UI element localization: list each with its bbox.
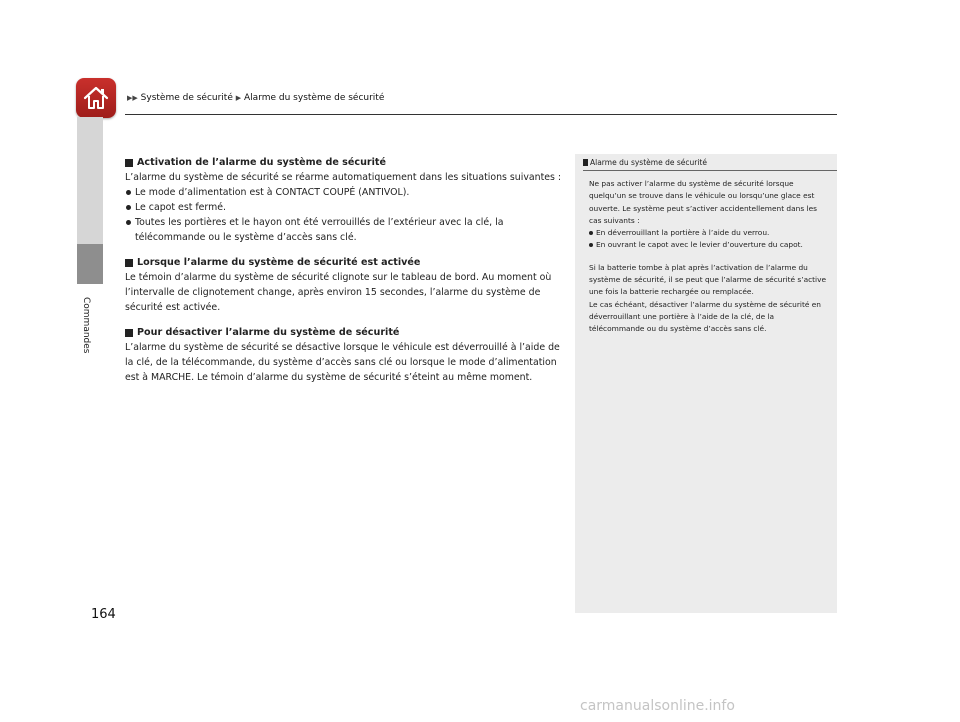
list-item: Le mode d’alimentation est à CONTACT COUPÉ (ANTIVOL). [125,185,565,200]
square-bullet-icon [125,259,133,267]
section-heading-text: Lorsque l’alarme du système de sécurité est activée [137,257,421,268]
note-header [583,158,837,167]
condition-list [125,185,565,245]
note-body [589,178,827,336]
watermark: carmanualsonline.info [580,698,735,714]
note-icon [583,159,588,166]
breadcrumb-current: Alarme du système de sécurité [244,93,385,103]
square-bullet-icon [125,159,133,167]
note-paragraph: Ne pas activer l’alarme du système de sécurité lorsque quelqu’un se trouve dans le véhicule ou lorsqu’une glace est ouverte. Le système peut s’activer accidentellement dans les cas suivants : [589,179,817,225]
list-item: Toutes les portières et le hayon ont été verrouillés de l’extérieur avec la clé, la télécommande ou le système d’accès sans clé. [125,215,565,245]
section-heading [125,155,565,170]
note-sidebar [575,154,837,613]
square-bullet-icon [125,329,133,337]
main-content [125,155,565,395]
note-list [589,227,827,252]
home-button[interactable] [76,78,116,118]
section-heading-text: Pour désactiver l’alarme du système de sécurité [137,327,400,338]
section-heading [125,325,565,340]
section-heading [125,255,565,270]
breadcrumb-link-system[interactable]: Système de sécurité [140,93,233,103]
section-intro: L’alarme du système de sécurité se réarme automatiquement dans les situations suivantes : [125,172,562,183]
breadcrumb [127,93,384,103]
section-text: L’alarme du système de sécurité se désactive lorsque le véhicule est déverrouillé à l’aide de la clé, de la télécommande, du système d’accès sans clé ou lorsque le mode d’alimentation est à MARCHE. Le témoin d’alarme du système de sécurité s’éteint au même moment. [125,342,560,383]
list-item: Le capot est fermé. [125,200,565,215]
note-paragraph: Si la batterie tombe à plat après l’activation de l’alarme du système de sécurité, il se peut que l’alarme de sécurité s’active une fois la batterie rechargée ou remplacée. [589,262,827,297]
chapter-tab-active[interactable] [77,244,103,284]
bullet-icon [126,205,131,210]
note-rule [583,170,837,171]
note-paragraph: Le cas échéant, désactiver l’alarme du système de sécurité en déverrouillant une portière à l’aide de la clé, de la télécommande ou du système d’accès sans clé. [589,299,821,334]
note-title: Alarme du système de sécurité [590,158,707,167]
section-deactivate [125,325,565,385]
header-rule [125,114,837,115]
section-activation [125,155,565,245]
chapter-label: Commandes [81,297,91,354]
list-item: En ouvrant le capot avec le levier d’ouverture du capot. [589,239,827,251]
home-icon [82,85,110,111]
bullet-icon [589,231,593,235]
bullet-icon [126,190,131,195]
breadcrumb-arrow-icon: ▶▶ [127,94,138,102]
section-heading-text: Activation de l’alarme du système de sécurité [137,157,387,168]
bullet-icon [589,243,593,247]
breadcrumb-arrow-icon: ▶ [235,94,242,102]
section-activated [125,255,565,315]
bullet-icon [126,220,131,225]
page-number: 164 [91,607,116,622]
list-item: En déverrouillant la portière à l’aide du verrou. [589,227,827,239]
section-text: Le témoin d’alarme du système de sécurité clignote sur le tableau de bord. Au moment où l’intervalle de clignotement change, après environ 15 secondes, l’alarme du système de sécurité est activée. [125,272,552,313]
